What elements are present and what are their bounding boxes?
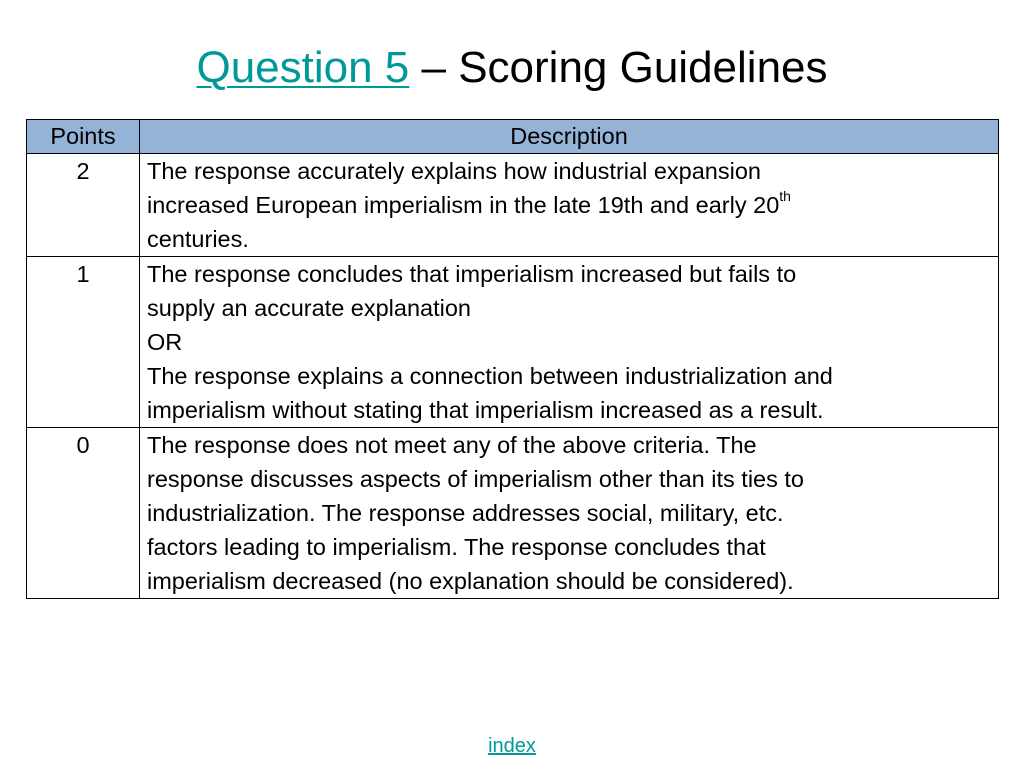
description-cell [140, 154, 999, 257]
table-header-row [27, 120, 999, 154]
description-line: The response concludes that imperialism increased but fails to [147, 261, 797, 287]
description-line-text: increased European imperialism in the late 19th and early 20 [147, 192, 780, 218]
scoring-table [26, 119, 999, 599]
index-link[interactable]: index [488, 735, 536, 757]
description-line: supply an accurate explanation [147, 295, 471, 321]
description-line: The response does not meet any of the above criteria. The [147, 432, 757, 458]
description-line: imperialism decreased (no explanation should be considered). [147, 568, 794, 594]
points-cell: 2 [27, 154, 140, 257]
footer [0, 735, 1024, 758]
description-line: industrialization. The response addresses social, military, etc. [147, 500, 784, 526]
description-line [147, 188, 998, 222]
description-line: imperialism without stating that imperialism increased as a result. [147, 397, 824, 423]
header-points: Points [27, 120, 140, 154]
points-cell: 1 [27, 257, 140, 428]
table-row [27, 154, 999, 257]
description-line: factors leading to imperialism. The response concludes that [147, 534, 766, 560]
table-row [27, 257, 999, 428]
description-line: response discusses aspects of imperialism other than its ties to [147, 466, 804, 492]
description-line: OR [147, 329, 183, 355]
title-text: – Scoring Guidelines [409, 43, 828, 92]
page-title [0, 40, 1024, 96]
points-cell: 0 [27, 428, 140, 599]
description-line: The response explains a connection between industrialization and [147, 363, 833, 389]
header-description: Description [140, 120, 999, 154]
description-cell [140, 428, 999, 599]
description-line: The response accurately explains how industrial expansion [147, 158, 761, 184]
question-link[interactable]: Question 5 [196, 43, 410, 92]
superscript-th: th [779, 188, 791, 205]
description-line: centuries. [147, 226, 249, 252]
description-cell [140, 257, 999, 428]
table-row [27, 428, 999, 599]
